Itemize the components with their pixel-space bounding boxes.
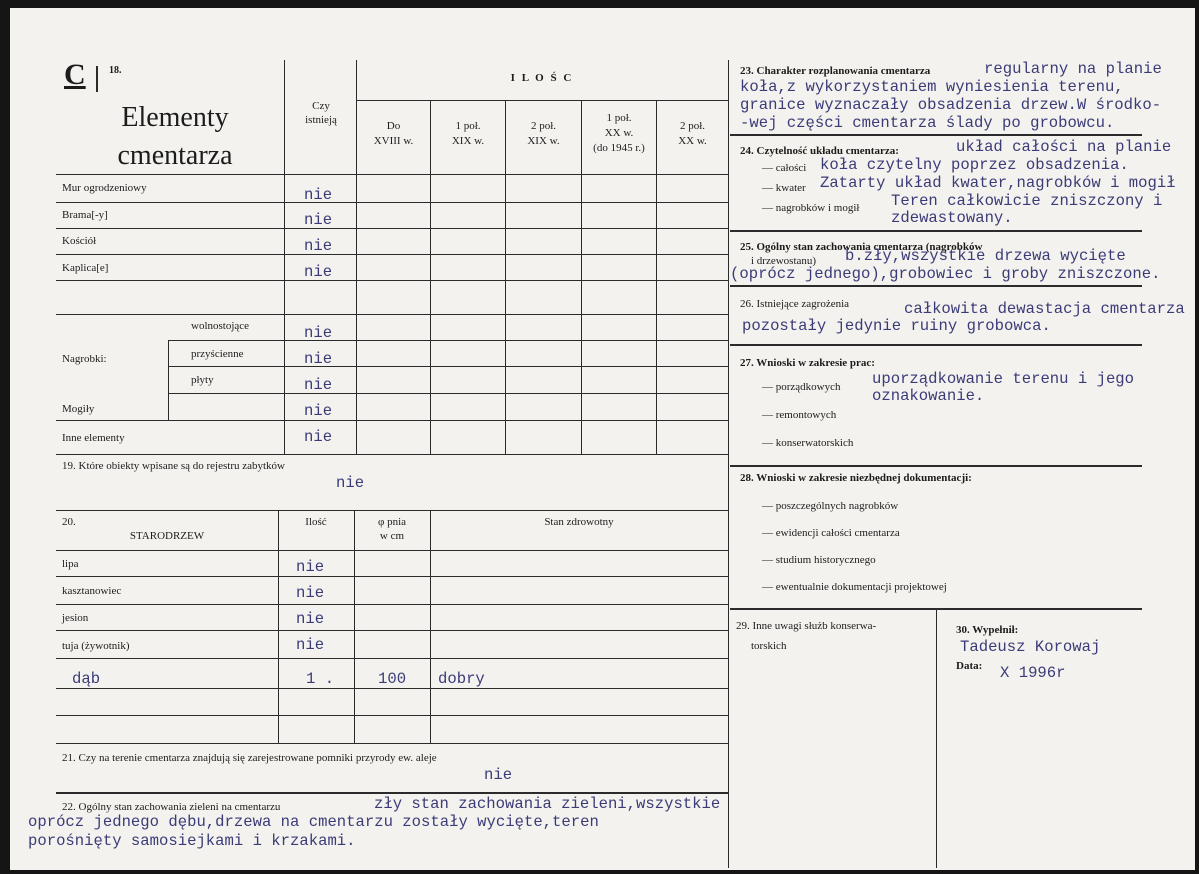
q27-sub-conservation: — konserwatorskich: [762, 437, 854, 449]
q25-answer-line1: b.zły,wszystkie drzewa wycięte: [845, 247, 1126, 265]
q24-answer-whole: koła czytelny poprzez obsadzenia.: [820, 156, 1129, 174]
trees-health-header: Stan zdrowotny: [544, 516, 614, 528]
tree-count-ash: nie: [296, 610, 325, 628]
period-4-line2: XX w.: [604, 127, 634, 139]
q23-answer-line3: granice wyznaczały obsadzenia drzew.W środko-: [740, 96, 1162, 114]
q30-filled-by: Tadeusz Korowaj: [960, 638, 1101, 656]
q24-answer-graves: Teren całkowicie zniszczony i: [891, 192, 1163, 210]
q30-date: X 1996r: [1000, 664, 1066, 682]
q30-date-label: Data:: [956, 660, 983, 672]
period-1-line2: XVIII w.: [373, 135, 414, 147]
row-value-slabs: nie: [304, 376, 333, 394]
cemetery-form-sheet: [10, 8, 1195, 870]
row-label-gate: Brama[-y]: [62, 209, 108, 221]
q30-label: 30. Wypełnił:: [956, 624, 1019, 636]
q27-label: 27. Wnioski w zakresie prac:: [740, 357, 875, 369]
q22-answer-line2: oprócz jednego dębu,drzewa na cmentarzu zostały wycięte,teren: [28, 813, 599, 831]
row-value-chapel: nie: [304, 263, 333, 281]
tree-name-ash: jesion: [62, 612, 89, 624]
q23-answer-line1: regularny na planie: [984, 60, 1162, 78]
q19-answer: nie: [336, 474, 365, 492]
tree-name-oak: dąb: [72, 670, 101, 688]
row-value-wall: nie: [304, 186, 333, 204]
graves-label: Nagrobki:: [62, 353, 107, 365]
tree-name-lime: lipa: [62, 558, 79, 570]
row-value-wall-mounted: nie: [304, 350, 333, 368]
q26-answer-line2: pozostały jedynie ruiny grobowca.: [742, 317, 1051, 335]
q24-answer-graves-2: zdewastowany.: [891, 209, 1013, 227]
q28-sub-history: — studium historycznego: [762, 554, 876, 566]
q24-answer: układ całości na planie: [956, 138, 1172, 156]
q25-label-line2: i drzewostanu): [751, 255, 817, 267]
period-2-line1: 1 poł.: [455, 120, 481, 132]
q28-sub-registry: — ewidencji całości cmentarza: [762, 527, 900, 539]
row-label-wall-mounted: przyścienne: [191, 348, 244, 360]
q25-label-line1: 25. Ogólny stan zachowania cmentarza (nagrobków: [740, 241, 983, 253]
section-number: 18.: [109, 65, 122, 76]
q22-label: 22. Ogólny stan zachowania zieleni na cmentarzu: [62, 801, 281, 813]
q28-sub-graves: — poszczególnych nagrobków: [762, 500, 899, 512]
period-4-line1: 1 poł.: [606, 112, 632, 124]
q22-answer-line1: zły stan zachowania zieleni,wszystkie: [374, 795, 721, 813]
trees-girth-header-line2: w cm: [379, 530, 405, 542]
row-value-gate: nie: [304, 211, 333, 229]
q27-answer-line2: oznakowanie.: [872, 387, 985, 405]
tree-count-oak: 1 .: [306, 670, 335, 688]
trees-girth-header-line1: φ pnia: [377, 516, 407, 528]
q26-answer-line1: całkowita dewastacja cmentarza: [904, 300, 1185, 318]
q19-label: 19. Które obiekty wpisane są do rejestru zabytków: [62, 460, 285, 472]
period-5-line2: XX w.: [678, 135, 707, 147]
section-letter: C: [64, 58, 86, 91]
period-4-line3: (do 1945 r.): [593, 142, 645, 154]
period-1-line1: Do: [386, 120, 401, 132]
tree-count-chestnut: nie: [296, 584, 325, 602]
q23-answer-line2: koła,z wykorzystaniem wyniesienia terenu,: [740, 78, 1124, 96]
q24-sub-whole: — całości: [762, 162, 807, 174]
heading-line1: Elementy: [121, 102, 229, 133]
tree-health-oak: dobry: [438, 670, 485, 688]
q24-answer-quarters: Zatarty układ kwater,nagrobków i mogił: [820, 174, 1176, 192]
tree-name-thuja: tuja (żywotnik): [62, 640, 130, 652]
q24-label: 24. Czytelność układu cmentarza:: [740, 145, 899, 157]
tree-count-thuja: nie: [296, 636, 325, 654]
scan-edge-top-right: [1170, 0, 1199, 8]
q27-sub-renovation: — remontowych: [762, 409, 837, 421]
q22-answer-line3: porośnięty samosiejkami i krzakami.: [28, 832, 356, 850]
row-label-church: Kościół: [62, 235, 97, 247]
period-3-line2: XIX w.: [527, 135, 560, 147]
q23-label: 23. Charakter rozplanowania cmentarza: [740, 65, 931, 77]
col-exists-line1: Czy: [312, 100, 330, 112]
period-2-line2: XIX w.: [451, 135, 485, 147]
q26-label: 26. Istniejące zagrożenia: [740, 298, 850, 310]
row-value-other: nie: [304, 428, 333, 446]
row-value-tombs: nie: [304, 402, 333, 420]
tree-count-lime: nie: [296, 558, 325, 576]
tree-name-chestnut: kasztanowiec: [62, 585, 122, 597]
q27-sub-maintenance: — porządkowych: [762, 381, 841, 393]
tree-girth-oak: 100: [378, 670, 407, 688]
row-value-church: nie: [304, 237, 333, 255]
row-label-freestanding: wolnostojące: [191, 320, 250, 332]
q28-sub-project: — ewentualnie dokumentacji projektowej: [762, 581, 947, 593]
q24-sub-quarters: — kwater: [762, 182, 806, 194]
q21-answer: nie: [484, 766, 513, 784]
period-3-line1: 2 poł.: [530, 120, 557, 132]
col-exists-line2: istnieją: [305, 114, 337, 126]
q29-label-line1: 29. Inne uwagi służb konserwa-: [736, 620, 877, 632]
q24-sub-graves: — nagrobków i mogił: [762, 202, 860, 214]
period-5-line1: 2 poł.: [679, 120, 706, 132]
q21-label: 21. Czy na terenie cmentarza znajdują się zarejestrowane pomniki przyrody ew. aleje: [62, 752, 437, 764]
row-value-freestanding: nie: [304, 324, 333, 342]
q28-label: 28. Wnioski w zakresie niezbędnej dokumentacji:: [740, 472, 972, 484]
row-label-wall: Mur ogrodzeniowy: [62, 182, 147, 194]
row-label-tombs: Mogiły: [62, 403, 95, 415]
q29-label-line2: torskich: [751, 640, 787, 652]
trees-count-header: Ilość: [305, 516, 327, 528]
q23-answer-line4: -wej części cmentarza ślady po grobowcu.: [740, 114, 1115, 132]
heading-line2: cmentarza: [117, 140, 233, 171]
ilosc-title: I L O Ś C: [510, 72, 574, 84]
trees-number: 20.: [62, 516, 76, 528]
q27-answer-line1: uporządkowanie terenu i jego: [872, 370, 1135, 388]
row-label-other: Inne elementy: [62, 432, 125, 444]
trees-title: STARODRZEW: [129, 530, 205, 542]
q25-answer-line2: (oprócz jednego),grobowiec i groby zniszczone.: [730, 265, 1161, 283]
row-label-chapel: Kaplica[e]: [62, 262, 109, 274]
row-label-slabs: płyty: [191, 374, 214, 386]
